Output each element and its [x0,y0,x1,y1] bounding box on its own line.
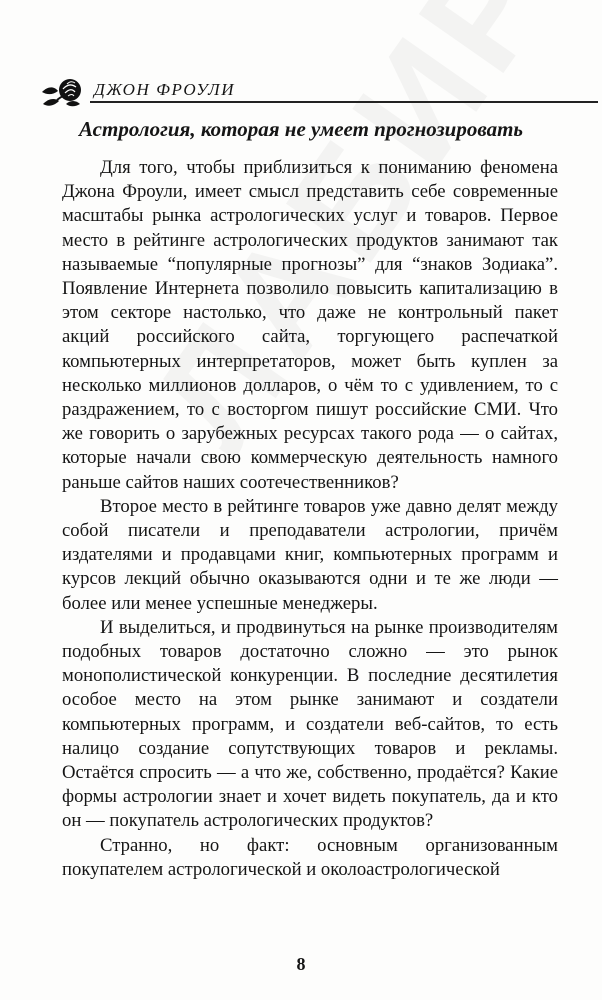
paragraph: И выделиться, и продвинуться на рынке производителям подобных товаров достаточно сложно — это рынок монополистической конкуренции. В последние десятилетия особое место на этом рынке занимают и создатели компьютерных программ, и создатели веб-сайтов, то есть налицо создание сопутствующих товаров и рекламы. Остаётся спросить — а что же, собственно, продаётся? Какие формы астрологии знает и хочет видеть покупатель, да и кто он — покупатель астрологических продуктов? [62,616,558,832]
paragraph: Для того, чтобы приблизиться к пониманию феномена Джона Фроули, имеет смысл представить себе современные масштабы рынка астрологических услуг и товаров. Первое место в рейтинге астрологических продуктов занимают так называемые “популярные прогнозы” для “знаков Зодиака”. Появление Интернета позволило повысить капитализацию в этом секторе настолько, что даже не контрольный пакет акций российского сайта, торгующего распечаткой компьютерных интерпретаторов, может быть куплен за несколько миллионов долларов, о чём то с удивлением, то с раздражением, то с восторгом пишут российские СМИ. Что же говорить о зарубежных ресурсах такого рода — о сайтах, которые начали свою коммерческую деятельность намного раньше сайтов наших соотечественников? [62,157,558,493]
rose-ornament-icon [40,74,86,110]
header-rule [90,101,598,103]
paragraph: Второе место в рейтинге товаров уже давно делят между собой писатели и преподаватели астрологии, причём издателями и продавцами книг, компьютерных программ и курсов лекций обычно оказываются одни и те же люди — более или менее успешные менеджеры. [62,495,558,614]
paragraph: Странно, но факт: основным организованным покупателем астрологической и околоастрологической [62,834,558,880]
section-title: Астрология, которая не умеет прогнозировать [78,117,524,141]
running-head [40,74,560,110]
page-number: 8 [296,954,306,974]
body-text [62,156,558,882]
running-head-author: ДЖОН ФРОУЛИ [94,80,236,99]
